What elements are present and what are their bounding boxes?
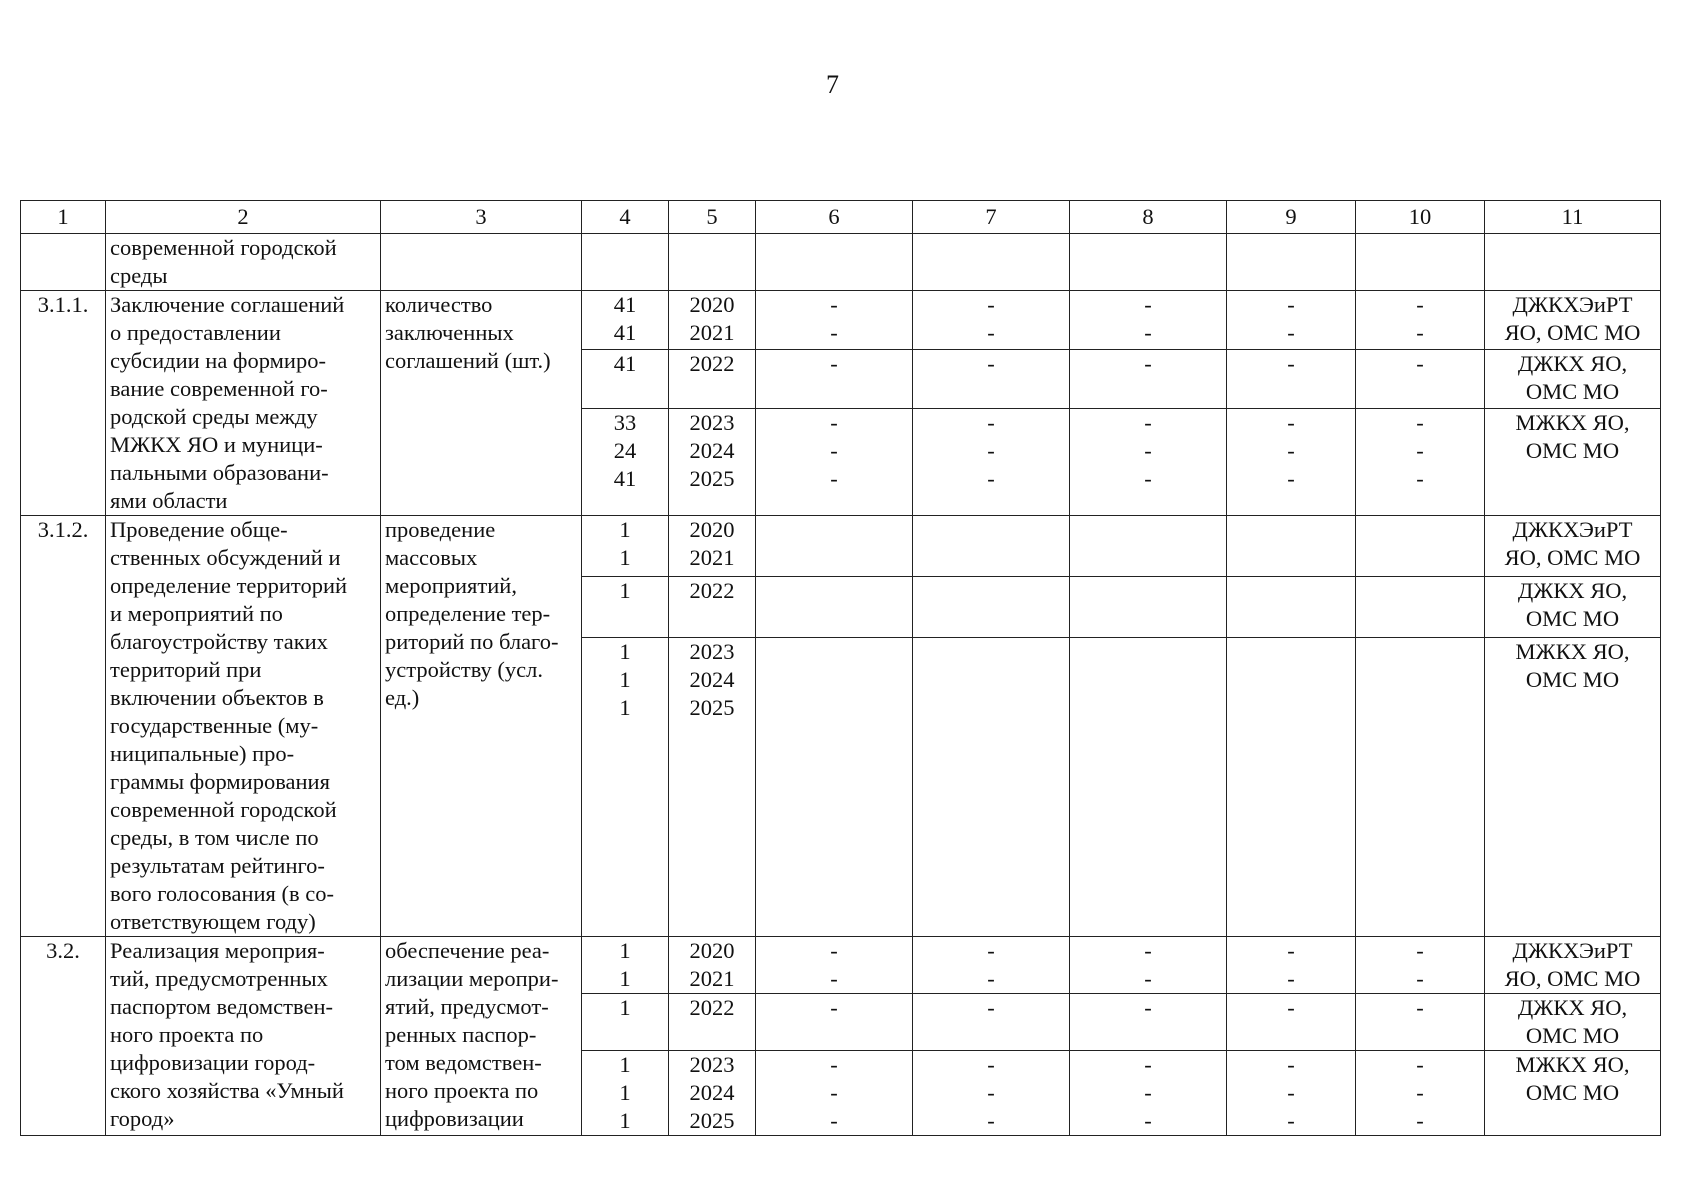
continuation-cell-3: [381, 234, 582, 291]
executor-line: ДЖКХЭиРТ: [1512, 292, 1633, 317]
dash-line: -: [1287, 320, 1295, 345]
dash-line: -: [830, 966, 838, 991]
funding-c7: [913, 350, 1070, 409]
dash-line: -: [1144, 410, 1152, 436]
year-line: 2022: [689, 578, 735, 604]
dash-line: -: [1144, 466, 1152, 492]
funding-c8: [1070, 937, 1227, 994]
dash-line: -: [987, 1052, 995, 1077]
funding-c9: [1227, 1051, 1356, 1136]
indicator-line: определение тер-: [385, 601, 551, 626]
value-line: 1: [619, 966, 631, 991]
indicator-value: [582, 937, 669, 994]
continuation-cell-5: [669, 234, 756, 291]
funding-c10: [1356, 937, 1485, 994]
activity-name-line: о предоставлении: [110, 320, 281, 345]
header-row: [21, 201, 1661, 234]
indicator-line: ятий, предусмот-: [385, 994, 549, 1019]
executor: [1485, 937, 1661, 994]
value-line: 41: [613, 320, 637, 345]
indicator-line: риторий по благо-: [385, 629, 559, 654]
indicator-line: ного проекта по: [385, 1078, 539, 1103]
funding-c9: [1227, 638, 1356, 937]
activity-name-line: Заключение соглашений: [110, 292, 345, 317]
funding-c6: [756, 291, 913, 350]
executor: [1485, 994, 1661, 1051]
funding-c6: [756, 577, 913, 638]
funding-c7: [913, 291, 1070, 350]
continuation-cell-10: [1356, 234, 1485, 291]
activity-name-line: ями области: [110, 488, 228, 513]
year-line: 2023: [689, 410, 735, 436]
continuation-cell-11: [1485, 234, 1661, 291]
header-cell-3: 3: [381, 201, 582, 234]
year: [669, 409, 756, 516]
funding-c10: [1356, 291, 1485, 350]
executor-line: ДЖКХ ЯО,: [1517, 351, 1628, 377]
header-cell-8: 8: [1070, 201, 1227, 234]
year-line: 2025: [689, 695, 735, 721]
activity-name-line: пальными образовани-: [110, 460, 329, 485]
funding-c6: [756, 350, 913, 409]
header-cell-9: 9: [1227, 201, 1356, 234]
year: [669, 1051, 756, 1136]
page-number: 7: [826, 70, 839, 99]
value-line: 1: [619, 1108, 631, 1133]
year-line: 2024: [689, 1080, 735, 1105]
year-line: 2021: [689, 320, 735, 345]
continuation-text-line: современной городской: [110, 235, 337, 260]
funding-c10: [1356, 516, 1485, 577]
dash-line: -: [1416, 995, 1424, 1020]
header-cell-1: 1: [21, 201, 106, 234]
value-line: 1: [619, 1052, 631, 1077]
value-line: 33: [613, 410, 637, 436]
indicator-line: обеспечение реа-: [385, 938, 550, 963]
executor-line: ЯО, ОМС МО: [1504, 545, 1641, 570]
activity-name-line: и мероприятий по: [110, 601, 283, 626]
indicator-value: [582, 516, 669, 577]
dash-line: -: [987, 466, 995, 492]
activity-name-line: благоустройству таких: [110, 629, 328, 654]
activity-name: [106, 937, 381, 1136]
activity-name-line: государственные (му-: [110, 713, 319, 738]
executor-line: ОМС МО: [1525, 438, 1620, 464]
funding-c8: [1070, 350, 1227, 409]
executor: [1485, 577, 1661, 638]
dash-line: -: [1144, 438, 1152, 464]
value-line: 1: [619, 639, 631, 665]
activity-name-line: ного проекта по: [110, 1022, 264, 1047]
dash-line: -: [830, 938, 838, 963]
indicator-line: массовых: [385, 545, 478, 570]
funding-c8: [1070, 577, 1227, 638]
dash-line: -: [1416, 466, 1424, 492]
activity-name-line: граммы формирования: [110, 769, 330, 794]
activity-name: [106, 291, 381, 516]
dash-line: -: [830, 292, 838, 317]
activity-name-line: ского хозяйства «Умный: [110, 1078, 344, 1103]
indicator-line: ренных паспор-: [385, 1022, 537, 1047]
dash-line: -: [987, 320, 995, 345]
executor: [1485, 516, 1661, 577]
funding-c10: [1356, 350, 1485, 409]
year-line: 2024: [689, 667, 735, 693]
dash-line: -: [1416, 438, 1424, 464]
year: [669, 994, 756, 1051]
continuation-cell-8: [1070, 234, 1227, 291]
dash-line: -: [830, 466, 838, 492]
dash-line: -: [987, 938, 995, 963]
year: [669, 937, 756, 994]
funding-c7: [913, 516, 1070, 577]
funding-c9: [1227, 516, 1356, 577]
header-cell-10: 10: [1356, 201, 1485, 234]
year: [669, 291, 756, 350]
funding-c6: [756, 638, 913, 937]
header-cell-2: 2: [106, 201, 381, 234]
funding-c8: [1070, 994, 1227, 1051]
continuation-cell-4: [582, 234, 669, 291]
executor-line: ДЖКХЭиРТ: [1512, 938, 1633, 963]
indicator-line: количество: [385, 292, 493, 317]
indicator-value: [582, 994, 669, 1051]
funding-c8: [1070, 516, 1227, 577]
executor-line: ЯО, ОМС МО: [1504, 966, 1641, 991]
executor-line: ЯО, ОМС МО: [1504, 320, 1641, 345]
dash-line: -: [1287, 1080, 1295, 1105]
activity-name-line: ниципальные) про-: [110, 741, 295, 766]
year-line: 2021: [689, 545, 735, 570]
dash-line: -: [1416, 1108, 1424, 1133]
year: [669, 638, 756, 937]
executor-line: ДЖКХ ЯО,: [1517, 995, 1628, 1020]
dash-line: -: [830, 1108, 838, 1133]
indicator-line: мероприятий,: [385, 573, 517, 598]
dash-line: -: [830, 995, 838, 1020]
activity-name-line: определение территорий: [110, 573, 348, 598]
year-line: 2022: [689, 995, 735, 1020]
indicator-line: проведение: [385, 517, 496, 542]
year-line: 2020: [689, 517, 735, 542]
funding-c9: [1227, 291, 1356, 350]
dash-line: -: [1416, 1080, 1424, 1105]
activity-name-line: ственных обсуждений и: [110, 545, 341, 570]
value-line: 1: [619, 578, 631, 604]
dash-line: -: [1287, 966, 1295, 991]
executor-line: ОМС МО: [1525, 379, 1620, 405]
continuation-cell-1: [21, 234, 106, 291]
value-line: 41: [613, 292, 637, 317]
activity-name-line: результатам рейтинго-: [110, 853, 325, 878]
activity-name-line: территорий при: [110, 657, 262, 682]
dash-line: -: [830, 410, 838, 436]
activity-name-line: родской среды между: [110, 404, 318, 429]
indicator-line: лизации меропри-: [385, 966, 559, 991]
executor-line: ОМС МО: [1525, 1023, 1620, 1048]
indicator-name: [381, 516, 582, 937]
header-cell-4: 4: [582, 201, 669, 234]
year-line: 2024: [689, 438, 735, 464]
executor-line: МЖКХ ЯО,: [1515, 1052, 1630, 1077]
executor-line: МЖКХ ЯО,: [1515, 639, 1630, 665]
activity-name-line: Проведение обще-: [110, 517, 288, 542]
value-line: 1: [619, 517, 631, 542]
indicator-value: [582, 1051, 669, 1136]
indicator-line: том ведомствен-: [385, 1050, 542, 1075]
executor-line: ОМС МО: [1525, 667, 1620, 693]
executor: [1485, 291, 1661, 350]
funding-c6: [756, 1051, 913, 1136]
value-line: 1: [619, 1080, 631, 1105]
indicator-line: заключенных: [385, 320, 514, 345]
indicator-value: [582, 409, 669, 516]
dash-line: -: [1144, 1108, 1152, 1133]
year: [669, 350, 756, 409]
funding-c7: [913, 577, 1070, 638]
funding-c7: [913, 994, 1070, 1051]
dash-line: -: [987, 966, 995, 991]
value-line: 1: [619, 667, 631, 693]
continuation-row: [21, 234, 1661, 291]
executor: [1485, 638, 1661, 937]
funding-c8: [1070, 409, 1227, 516]
dash-line: -: [1144, 966, 1152, 991]
continuation-cell-9: [1227, 234, 1356, 291]
value-line: 24: [613, 438, 637, 464]
dash-line: -: [987, 1080, 995, 1105]
indicator-value: [582, 638, 669, 937]
dash-line: -: [1416, 410, 1424, 436]
dash-line: -: [830, 351, 838, 377]
header-cell-6: 6: [756, 201, 913, 234]
activity-name-line: тий, предусмотренных: [110, 966, 328, 991]
continuation-cell-7: [913, 234, 1070, 291]
continuation-cell-2: [106, 234, 381, 291]
activity-name-line: включении объектов в: [110, 685, 324, 710]
dash-line: -: [1144, 292, 1152, 317]
dash-line: -: [1416, 292, 1424, 317]
year-line: 2020: [689, 938, 735, 963]
indicator-line: цифровизации: [385, 1106, 524, 1131]
funding-c10: [1356, 409, 1485, 516]
year-line: 2022: [689, 351, 735, 377]
activity-name-line: Реализация мероприя-: [110, 938, 325, 963]
funding-c8: [1070, 638, 1227, 937]
activity-name-line: МЖКХ ЯО и муници-: [110, 432, 323, 457]
funding-c6: [756, 516, 913, 577]
dash-line: -: [987, 292, 995, 317]
year-line: 2021: [689, 966, 735, 991]
dash-line: -: [987, 438, 995, 464]
year-line: 2020: [689, 292, 735, 317]
funding-c7: [913, 638, 1070, 937]
dash-line: -: [1287, 938, 1295, 963]
activity-name-line: паспортом ведомствен-: [110, 994, 334, 1019]
indicator-line: ед.): [385, 685, 420, 710]
indicator-name: [381, 937, 582, 1136]
data-row: [21, 291, 1661, 350]
dash-line: -: [1144, 938, 1152, 963]
funding-c8: [1070, 291, 1227, 350]
activity-name-line: вание современной го-: [110, 376, 328, 401]
funding-c10: [1356, 638, 1485, 937]
dash-line: -: [987, 410, 995, 436]
year-line: 2023: [689, 1052, 735, 1077]
dash-line: -: [1287, 292, 1295, 317]
dash-line: -: [1287, 351, 1295, 377]
year: [669, 516, 756, 577]
header-cell-11: 11: [1485, 201, 1661, 234]
year-line: 2025: [689, 1108, 735, 1133]
dash-line: -: [1144, 320, 1152, 345]
year-line: 2023: [689, 639, 735, 665]
dash-line: -: [987, 1108, 995, 1133]
indicator-value: [582, 350, 669, 409]
dash-line: -: [830, 1052, 838, 1077]
dash-line: -: [830, 438, 838, 464]
dash-line: -: [830, 1080, 838, 1105]
dash-line: -: [1144, 1080, 1152, 1105]
indicator-value: [582, 291, 669, 350]
year: [669, 577, 756, 638]
indicator-line: устройству (усл.: [385, 657, 544, 682]
funding-c9: [1227, 994, 1356, 1051]
value-line: 41: [613, 466, 637, 492]
dash-line: -: [1287, 1052, 1295, 1077]
dash-line: -: [1287, 995, 1295, 1020]
funding-c9: [1227, 577, 1356, 638]
dash-line: -: [1144, 1052, 1152, 1077]
activity-name-line: цифровизации город-: [110, 1050, 316, 1075]
row-number: 3.2.: [21, 937, 106, 1136]
executor: [1485, 350, 1661, 409]
executor-line: ДЖКХЭиРТ: [1512, 517, 1633, 542]
dash-line: -: [1287, 466, 1295, 492]
executor-line: ДЖКХ ЯО,: [1517, 578, 1628, 604]
value-line: 1: [619, 545, 631, 570]
dash-line: -: [1144, 351, 1152, 377]
dash-line: -: [1416, 938, 1424, 963]
funding-c6: [756, 937, 913, 994]
funding-c6: [756, 409, 913, 516]
executor: [1485, 409, 1661, 516]
dash-line: -: [1416, 966, 1424, 991]
activity-name-line: современной городской: [110, 797, 337, 822]
dash-line: -: [1287, 1108, 1295, 1133]
funding-c9: [1227, 350, 1356, 409]
executor: [1485, 1051, 1661, 1136]
dash-line: -: [1144, 995, 1152, 1020]
funding-c7: [913, 937, 1070, 994]
executor-line: ОМС МО: [1525, 606, 1620, 632]
funding-c9: [1227, 409, 1356, 516]
indicator-value: [582, 577, 669, 638]
activity-name-line: субсидии на формиро-: [110, 348, 326, 373]
funding-c7: [913, 1051, 1070, 1136]
funding-c10: [1356, 577, 1485, 638]
activity-name-line: среды, в том числе по: [110, 825, 319, 850]
dash-line: -: [987, 351, 995, 377]
funding-c9: [1227, 937, 1356, 994]
continuation-cell-6: [756, 234, 913, 291]
activity-name-line: вого голосования (в со-: [110, 881, 335, 906]
dash-line: -: [830, 320, 838, 345]
year-line: 2025: [689, 466, 735, 492]
funding-c10: [1356, 1051, 1485, 1136]
dash-line: -: [1287, 410, 1295, 436]
activity-name-line: город»: [110, 1106, 175, 1131]
program-table: [20, 200, 1661, 1136]
executor-line: ОМС МО: [1525, 1080, 1620, 1105]
value-line: 41: [613, 351, 637, 377]
dash-line: -: [1416, 320, 1424, 345]
value-line: 1: [619, 695, 631, 721]
indicator-line: соглашений (шт.): [385, 348, 551, 373]
row-number: 3.1.2.: [21, 516, 106, 937]
data-row: [21, 937, 1661, 994]
continuation-text-line: среды: [110, 263, 168, 288]
value-line: 1: [619, 938, 631, 963]
dash-line: -: [1416, 1052, 1424, 1077]
header-cell-7: 7: [913, 201, 1070, 234]
data-row: [21, 516, 1661, 577]
executor-line: МЖКХ ЯО,: [1515, 410, 1630, 436]
dash-line: -: [987, 995, 995, 1020]
value-line: 1: [619, 995, 631, 1020]
funding-c10: [1356, 994, 1485, 1051]
activity-name-line: ответствующем году): [110, 909, 316, 934]
activity-name: [106, 516, 381, 937]
dash-line: -: [1287, 438, 1295, 464]
funding-c8: [1070, 1051, 1227, 1136]
indicator-name: [381, 291, 582, 516]
row-number: 3.1.1.: [21, 291, 106, 516]
funding-c6: [756, 994, 913, 1051]
dash-line: -: [1416, 351, 1424, 377]
funding-c7: [913, 409, 1070, 516]
header-cell-5: 5: [669, 201, 756, 234]
